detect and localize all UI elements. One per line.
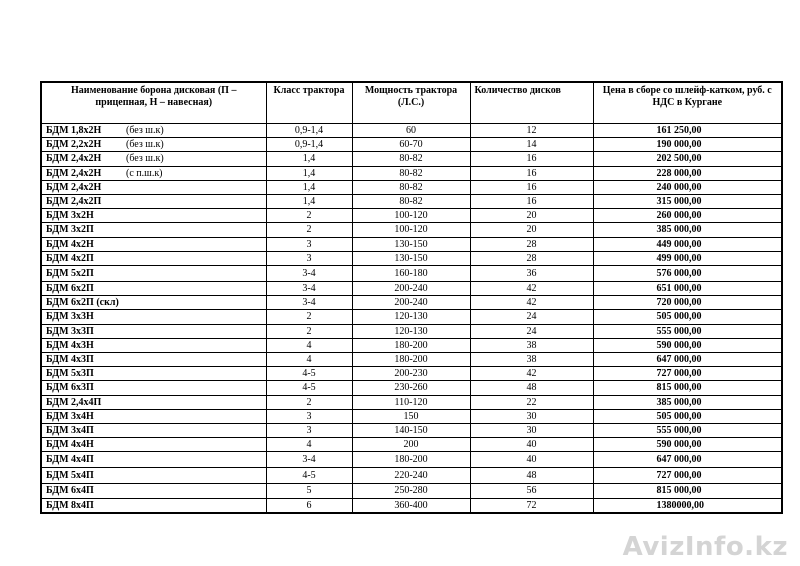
cell-class: 4-5 bbox=[266, 367, 352, 381]
cell-discs: 42 bbox=[470, 367, 593, 381]
harrow-model: БДМ 4х3Н bbox=[46, 339, 94, 351]
cell-power: 200 bbox=[352, 438, 470, 452]
cell-name bbox=[41, 138, 266, 152]
cell-class: 4 bbox=[266, 353, 352, 367]
harrow-model: БДМ 8х4П bbox=[46, 499, 94, 511]
cell-class: 3-4 bbox=[266, 282, 352, 296]
cell-discs: 16 bbox=[470, 166, 593, 180]
cell-name bbox=[41, 310, 266, 324]
table-row bbox=[41, 310, 782, 324]
cell-discs: 16 bbox=[470, 152, 593, 166]
table-row bbox=[41, 152, 782, 166]
cell-name bbox=[41, 180, 266, 194]
cell-class: 4 bbox=[266, 438, 352, 452]
harrow-model: БДМ 4х3П bbox=[46, 354, 94, 366]
cell-power: 160-180 bbox=[352, 266, 470, 282]
header-discs: Количество дисков bbox=[470, 82, 593, 124]
cell-power: 80-82 bbox=[352, 152, 470, 166]
table-row bbox=[41, 195, 782, 209]
cell-class: 4 bbox=[266, 338, 352, 352]
cell-class: 5 bbox=[266, 484, 352, 498]
cell-power: 250-280 bbox=[352, 484, 470, 498]
cell-power: 360-400 bbox=[352, 498, 470, 513]
cell-class: 3 bbox=[266, 251, 352, 265]
cell-class: 1,4 bbox=[266, 152, 352, 166]
cell-price: 576 000,00 bbox=[593, 266, 782, 282]
cell-name bbox=[41, 296, 266, 310]
table-row bbox=[41, 338, 782, 352]
cell-power: 200-230 bbox=[352, 367, 470, 381]
cell-power: 230-260 bbox=[352, 381, 470, 395]
harrow-model: БДМ 3х3П bbox=[46, 325, 94, 337]
cell-name bbox=[41, 195, 266, 209]
cell-name bbox=[41, 282, 266, 296]
table-row bbox=[41, 209, 782, 223]
harrow-model: БДМ 6х2П (скл) bbox=[46, 297, 119, 309]
cell-price: 228 000,00 bbox=[593, 166, 782, 180]
cell-class: 2 bbox=[266, 324, 352, 338]
harrow-model: БДМ 2,4х2Н bbox=[46, 167, 102, 179]
cell-discs: 38 bbox=[470, 353, 593, 367]
cell-discs: 20 bbox=[470, 209, 593, 223]
cell-price: 190 000,00 bbox=[593, 138, 782, 152]
cell-name bbox=[41, 438, 266, 452]
header-power: Мощность трактора (Л.С.) bbox=[352, 82, 470, 124]
table-row bbox=[41, 266, 782, 282]
cell-price: 505 000,00 bbox=[593, 409, 782, 423]
cell-class: 3-4 bbox=[266, 266, 352, 282]
table-row bbox=[41, 180, 782, 194]
header-price: Цена в сборе со шлейф-катком, руб. с НДС в Кургане bbox=[593, 82, 782, 124]
cell-price: 449 000,00 bbox=[593, 237, 782, 251]
cell-name bbox=[41, 266, 266, 282]
table-row bbox=[41, 138, 782, 152]
cell-discs: 40 bbox=[470, 438, 593, 452]
cell-discs: 22 bbox=[470, 395, 593, 409]
cell-discs: 28 bbox=[470, 251, 593, 265]
cell-discs: 12 bbox=[470, 124, 593, 138]
cell-name bbox=[41, 395, 266, 409]
harrow-model: БДМ 2,4х2Н bbox=[46, 181, 102, 193]
cell-discs: 42 bbox=[470, 296, 593, 310]
cell-discs: 28 bbox=[470, 237, 593, 251]
table-row bbox=[41, 452, 782, 468]
watermark-logo: AvizInfo.kz bbox=[622, 532, 788, 562]
cell-price: 590 000,00 bbox=[593, 338, 782, 352]
harrow-model: БДМ 6х2П bbox=[46, 283, 94, 295]
table-body bbox=[41, 124, 782, 513]
cell-power: 60-70 bbox=[352, 138, 470, 152]
table-row bbox=[41, 498, 782, 513]
cell-name bbox=[41, 353, 266, 367]
harrow-model: БДМ 3х3Н bbox=[46, 311, 94, 323]
cell-discs: 40 bbox=[470, 452, 593, 468]
cell-discs: 24 bbox=[470, 324, 593, 338]
price-table bbox=[40, 81, 783, 514]
cell-price: 240 000,00 bbox=[593, 180, 782, 194]
cell-class: 6 bbox=[266, 498, 352, 513]
cell-price: 647 000,00 bbox=[593, 353, 782, 367]
cell-power: 80-82 bbox=[352, 166, 470, 180]
harrow-model: БДМ 5х2П bbox=[46, 267, 94, 279]
cell-class: 1,4 bbox=[266, 180, 352, 194]
harrow-model: БДМ 3х2П bbox=[46, 224, 94, 236]
harrow-model: БДМ 6х4П bbox=[46, 485, 94, 497]
cell-price: 555 000,00 bbox=[593, 324, 782, 338]
cell-power: 180-200 bbox=[352, 353, 470, 367]
cell-power: 180-200 bbox=[352, 452, 470, 468]
table-row bbox=[41, 124, 782, 138]
table-row bbox=[41, 296, 782, 310]
cell-name bbox=[41, 452, 266, 468]
harrow-model: БДМ 5х3П bbox=[46, 368, 94, 380]
harrow-note: (без ш.к) bbox=[126, 125, 164, 136]
cell-discs: 56 bbox=[470, 484, 593, 498]
table-row bbox=[41, 424, 782, 438]
cell-price: 815 000,00 bbox=[593, 484, 782, 498]
table-row bbox=[41, 353, 782, 367]
table-row bbox=[41, 395, 782, 409]
cell-name bbox=[41, 209, 266, 223]
cell-price: 651 000,00 bbox=[593, 282, 782, 296]
cell-name bbox=[41, 251, 266, 265]
cell-name bbox=[41, 338, 266, 352]
harrow-model: БДМ 4х4Н bbox=[46, 439, 94, 451]
cell-power: 60 bbox=[352, 124, 470, 138]
table-row bbox=[41, 324, 782, 338]
harrow-model: БДМ 2,4х4П bbox=[46, 396, 102, 408]
table-row bbox=[41, 381, 782, 395]
cell-discs: 24 bbox=[470, 310, 593, 324]
cell-price: 1380000,00 bbox=[593, 498, 782, 513]
harrow-model: БДМ 6х3П bbox=[46, 382, 94, 394]
cell-power: 120-130 bbox=[352, 324, 470, 338]
cell-class: 2 bbox=[266, 395, 352, 409]
cell-discs: 16 bbox=[470, 180, 593, 194]
cell-power: 180-200 bbox=[352, 338, 470, 352]
cell-discs: 38 bbox=[470, 338, 593, 352]
harrow-model: БДМ 2,4х2П bbox=[46, 196, 102, 208]
cell-power: 100-120 bbox=[352, 209, 470, 223]
cell-price: 260 000,00 bbox=[593, 209, 782, 223]
harrow-model: БДМ 4х2П bbox=[46, 252, 94, 264]
cell-power: 80-82 bbox=[352, 195, 470, 209]
cell-power: 80-82 bbox=[352, 180, 470, 194]
cell-price: 727 000,00 bbox=[593, 367, 782, 381]
harrow-model: БДМ 4х4П bbox=[46, 454, 94, 466]
cell-class: 0,9-1,4 bbox=[266, 138, 352, 152]
table-row bbox=[41, 282, 782, 296]
table-row bbox=[41, 237, 782, 251]
cell-power: 110-120 bbox=[352, 395, 470, 409]
cell-class: 3 bbox=[266, 424, 352, 438]
cell-class: 0,9-1,4 bbox=[266, 124, 352, 138]
cell-discs: 48 bbox=[470, 381, 593, 395]
cell-price: 505 000,00 bbox=[593, 310, 782, 324]
cell-name bbox=[41, 468, 266, 484]
cell-class: 1,4 bbox=[266, 166, 352, 180]
harrow-model: БДМ 3х2Н bbox=[46, 210, 94, 222]
cell-discs: 72 bbox=[470, 498, 593, 513]
cell-discs: 14 bbox=[470, 138, 593, 152]
cell-discs: 48 bbox=[470, 468, 593, 484]
cell-class: 3-4 bbox=[266, 452, 352, 468]
cell-class: 2 bbox=[266, 209, 352, 223]
cell-name bbox=[41, 166, 266, 180]
cell-price: 385 000,00 bbox=[593, 223, 782, 237]
table-row bbox=[41, 166, 782, 180]
cell-class: 3 bbox=[266, 237, 352, 251]
cell-class: 2 bbox=[266, 310, 352, 324]
cell-name bbox=[41, 424, 266, 438]
cell-name bbox=[41, 152, 266, 166]
table-row bbox=[41, 484, 782, 498]
harrow-note: (без ш.к) bbox=[126, 153, 164, 165]
cell-price: 815 000,00 bbox=[593, 381, 782, 395]
cell-power: 130-150 bbox=[352, 251, 470, 265]
harrow-model: БДМ 1,8х2Н bbox=[46, 125, 102, 136]
cell-price: 555 000,00 bbox=[593, 424, 782, 438]
cell-name bbox=[41, 409, 266, 423]
cell-discs: 16 bbox=[470, 195, 593, 209]
cell-name bbox=[41, 498, 266, 513]
cell-price: 590 000,00 bbox=[593, 438, 782, 452]
cell-discs: 30 bbox=[470, 424, 593, 438]
table-row bbox=[41, 468, 782, 484]
cell-name bbox=[41, 223, 266, 237]
table-row bbox=[41, 367, 782, 381]
cell-price: 647 000,00 bbox=[593, 452, 782, 468]
cell-price: 161 250,00 bbox=[593, 124, 782, 138]
table-row bbox=[41, 223, 782, 237]
cell-power: 130-150 bbox=[352, 237, 470, 251]
header-name: Наименование борона дисковая (П – прицепная, Н – навесная) bbox=[41, 82, 266, 124]
table-row bbox=[41, 438, 782, 452]
cell-price: 720 000,00 bbox=[593, 296, 782, 310]
cell-name bbox=[41, 324, 266, 338]
cell-power: 120-130 bbox=[352, 310, 470, 324]
harrow-model: БДМ 4х2Н bbox=[46, 238, 94, 250]
cell-name bbox=[41, 381, 266, 395]
header-class: Класс трактора bbox=[266, 82, 352, 124]
table-header-row bbox=[41, 82, 782, 124]
cell-name bbox=[41, 484, 266, 498]
cell-price: 315 000,00 bbox=[593, 195, 782, 209]
cell-price: 499 000,00 bbox=[593, 251, 782, 265]
harrow-model: БДМ 3х4Н bbox=[46, 410, 94, 422]
cell-class: 4-5 bbox=[266, 468, 352, 484]
cell-power: 150 bbox=[352, 409, 470, 423]
cell-discs: 20 bbox=[470, 223, 593, 237]
harrow-model: БДМ 2,2х2Н bbox=[46, 139, 102, 151]
cell-name bbox=[41, 237, 266, 251]
cell-class: 1,4 bbox=[266, 195, 352, 209]
cell-price: 385 000,00 bbox=[593, 395, 782, 409]
cell-class: 2 bbox=[266, 223, 352, 237]
cell-power: 220-240 bbox=[352, 468, 470, 484]
cell-power: 100-120 bbox=[352, 223, 470, 237]
table-row bbox=[41, 251, 782, 265]
cell-class: 4-5 bbox=[266, 381, 352, 395]
cell-power: 140-150 bbox=[352, 424, 470, 438]
table-row bbox=[41, 409, 782, 423]
harrow-note: (с п.ш.к) bbox=[126, 167, 163, 179]
cell-price: 727 000,00 bbox=[593, 468, 782, 484]
harrow-model: БДМ 3х4П bbox=[46, 425, 94, 437]
cell-discs: 36 bbox=[470, 266, 593, 282]
cell-discs: 42 bbox=[470, 282, 593, 296]
cell-power: 200-240 bbox=[352, 296, 470, 310]
cell-class: 3 bbox=[266, 409, 352, 423]
cell-name bbox=[41, 124, 266, 138]
cell-price: 202 500,00 bbox=[593, 152, 782, 166]
price-table-container bbox=[40, 81, 781, 514]
harrow-model: БДМ 5х4П bbox=[46, 470, 94, 482]
cell-power: 200-240 bbox=[352, 282, 470, 296]
cell-discs: 30 bbox=[470, 409, 593, 423]
harrow-model: БДМ 2,4х2Н bbox=[46, 153, 102, 165]
cell-name bbox=[41, 367, 266, 381]
harrow-note: (без ш.к) bbox=[126, 139, 164, 151]
cell-class: 3-4 bbox=[266, 296, 352, 310]
